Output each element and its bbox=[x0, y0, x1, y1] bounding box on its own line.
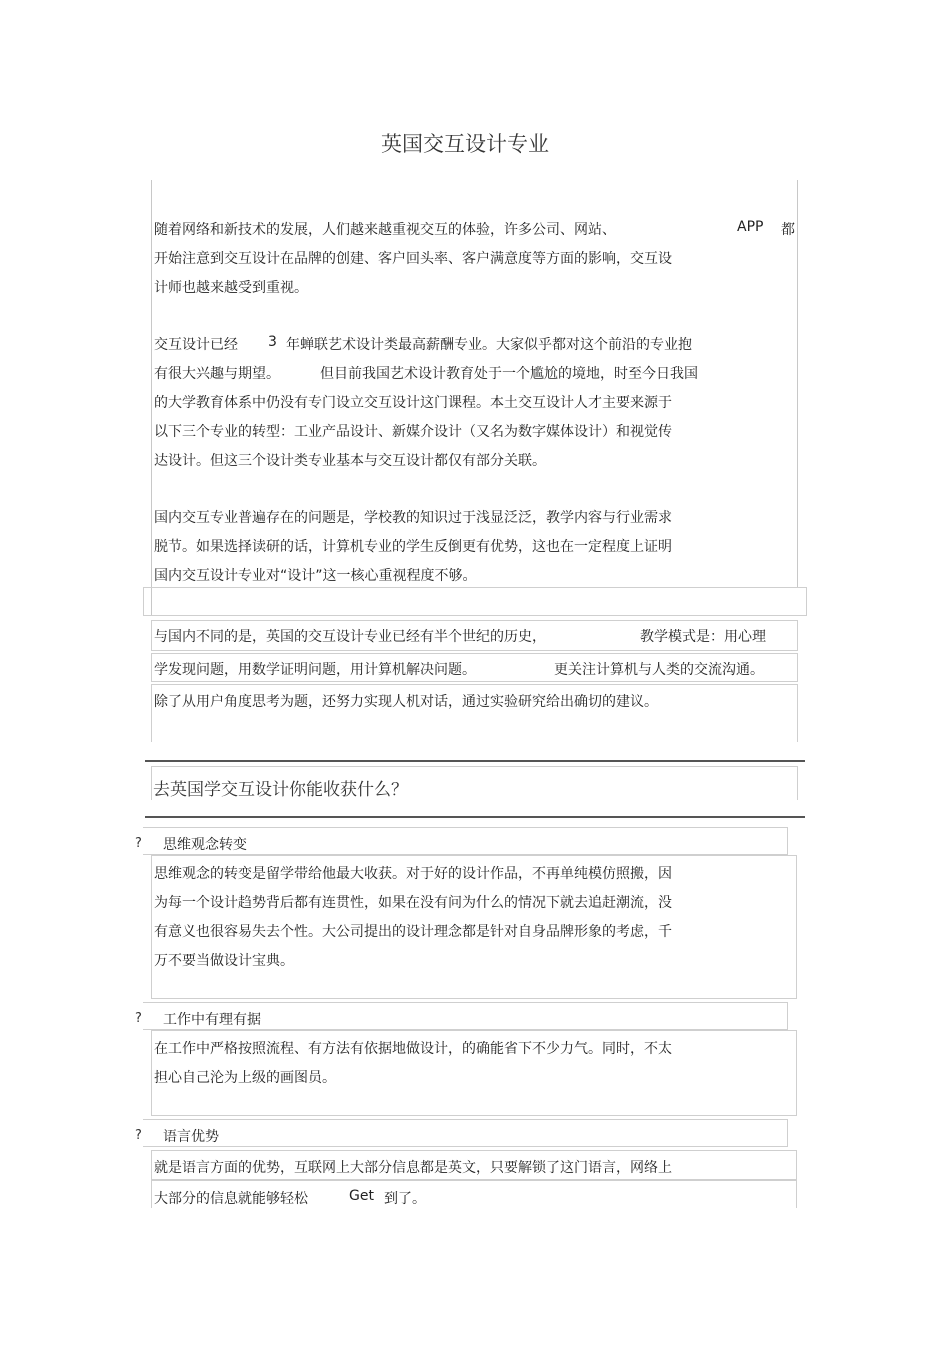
p1-line3: 计师也越来越受到重视。 bbox=[154, 280, 308, 296]
p2-line1-number: 3 bbox=[268, 334, 277, 350]
p1-line1-app: APP bbox=[737, 219, 764, 235]
section-heading: 去英国学交互设计你能收获什么？ bbox=[153, 780, 408, 800]
heading-rule-bottom bbox=[145, 816, 805, 818]
p1-line2: 开始注意到交互设计在品牌的创建、客户回头率、客户满意度等方面的影响，交互设 bbox=[154, 251, 672, 267]
item1-line4: 万不要当做设计宝典。 bbox=[154, 953, 294, 969]
page-title: 英国交互设计专业 bbox=[381, 132, 549, 156]
p2-line1a: 交互设计已经 bbox=[154, 337, 238, 353]
p4-line3: 除了从用户角度思考为题，还努力实现人机对话，通过实验研究给出确切的建议。 bbox=[154, 694, 658, 710]
item3-line2a: 大部分的信息就能够轻松 bbox=[154, 1191, 308, 1207]
table-row-separator bbox=[143, 587, 807, 616]
p3-line1: 国内交互专业普遍存在的问题是，学校教的知识过于浅显泛泛，教学内容与行业需求 bbox=[154, 510, 672, 526]
p3-line3: 国内交互设计专业对“设计”这一核心重视程度不够。 bbox=[154, 568, 477, 584]
p4-line2a: 学发现问题，用数学证明问题，用计算机解决问题。 bbox=[154, 662, 476, 678]
heading-rule-top bbox=[145, 760, 805, 762]
item3-title: 语言优势 bbox=[163, 1129, 219, 1145]
p2-line1c: 年蝉联艺术设计类最高薪酬专业。大家似乎都对这个前沿的专业抱 bbox=[286, 337, 692, 353]
item2-bullet: ? bbox=[135, 1011, 142, 1026]
p4-line2b: 更关注计算机与人类的交流沟通。 bbox=[554, 662, 764, 678]
item1-line3: 有意义也很容易失去个性。大公司提出的设计理念都是针对自身品牌形象的考虑，千 bbox=[154, 924, 672, 940]
item2-line2: 担心自己沦为上级的画图员。 bbox=[154, 1070, 336, 1086]
item1-title: 思维观念转变 bbox=[163, 837, 247, 853]
item1-line1: 思维观念的转变是留学带给他最大收获。对于好的设计作品，不再单纯模仿照搬，因 bbox=[154, 866, 672, 882]
p2-line4: 以下三个专业的转型：工业产品设计、新媒介设计（又名为数字媒体设计）和视觉传 bbox=[154, 424, 672, 440]
item2-line1: 在工作中严格按照流程、有方法有依据地做设计，的确能省下不少力气。同时，不太 bbox=[154, 1041, 672, 1057]
item1-bullet: ? bbox=[135, 836, 142, 851]
p4-line1a: 与国内不同的是，英国的交互设计专业已经有半个世纪的历史， bbox=[154, 629, 546, 645]
item3-bullet: ? bbox=[135, 1128, 142, 1143]
p2-line2a: 有很大兴趣与期望。 bbox=[154, 366, 280, 382]
item3-line2c: 到了。 bbox=[384, 1191, 426, 1207]
item3-line1: 就是语言方面的优势，互联网上大部分信息都是英文，只要解锁了这门语言，网络上 bbox=[154, 1160, 672, 1176]
p4-line1b: 教学模式是：用心理 bbox=[640, 629, 766, 645]
item3-line2-get: Get bbox=[349, 1188, 374, 1204]
table-border-right bbox=[797, 180, 798, 587]
p1-line1: 随着网络和新技术的发展，人们越来越重视交互的体验，许多公司、网站、 bbox=[154, 222, 616, 238]
table-border-left bbox=[151, 180, 152, 615]
item1-line2: 为每一个设计趋势背后都有连贯性，如果在没有问为什么的情况下就去追赶潮流，没 bbox=[154, 895, 672, 911]
item3-title-box bbox=[143, 1119, 788, 1147]
p1-line1-end: 都 bbox=[781, 222, 795, 238]
p2-line2b: 但目前我国艺术设计教育处于一个尴尬的境地，时至今日我国 bbox=[320, 366, 698, 382]
p2-line3: 的大学教育体系中仍没有专门设立交互设计这门课程。本土交互设计人才主要来源于 bbox=[154, 395, 672, 411]
item2-title: 工作中有理有据 bbox=[163, 1012, 261, 1028]
p3-line2: 脱节。如果选择读研的话，计算机专业的学生反倒更有优势，这也在一定程度上证明 bbox=[154, 539, 672, 555]
p2-line5: 达设计。但这三个设计类专业基本与交互设计都仅有部分关联。 bbox=[154, 453, 546, 469]
